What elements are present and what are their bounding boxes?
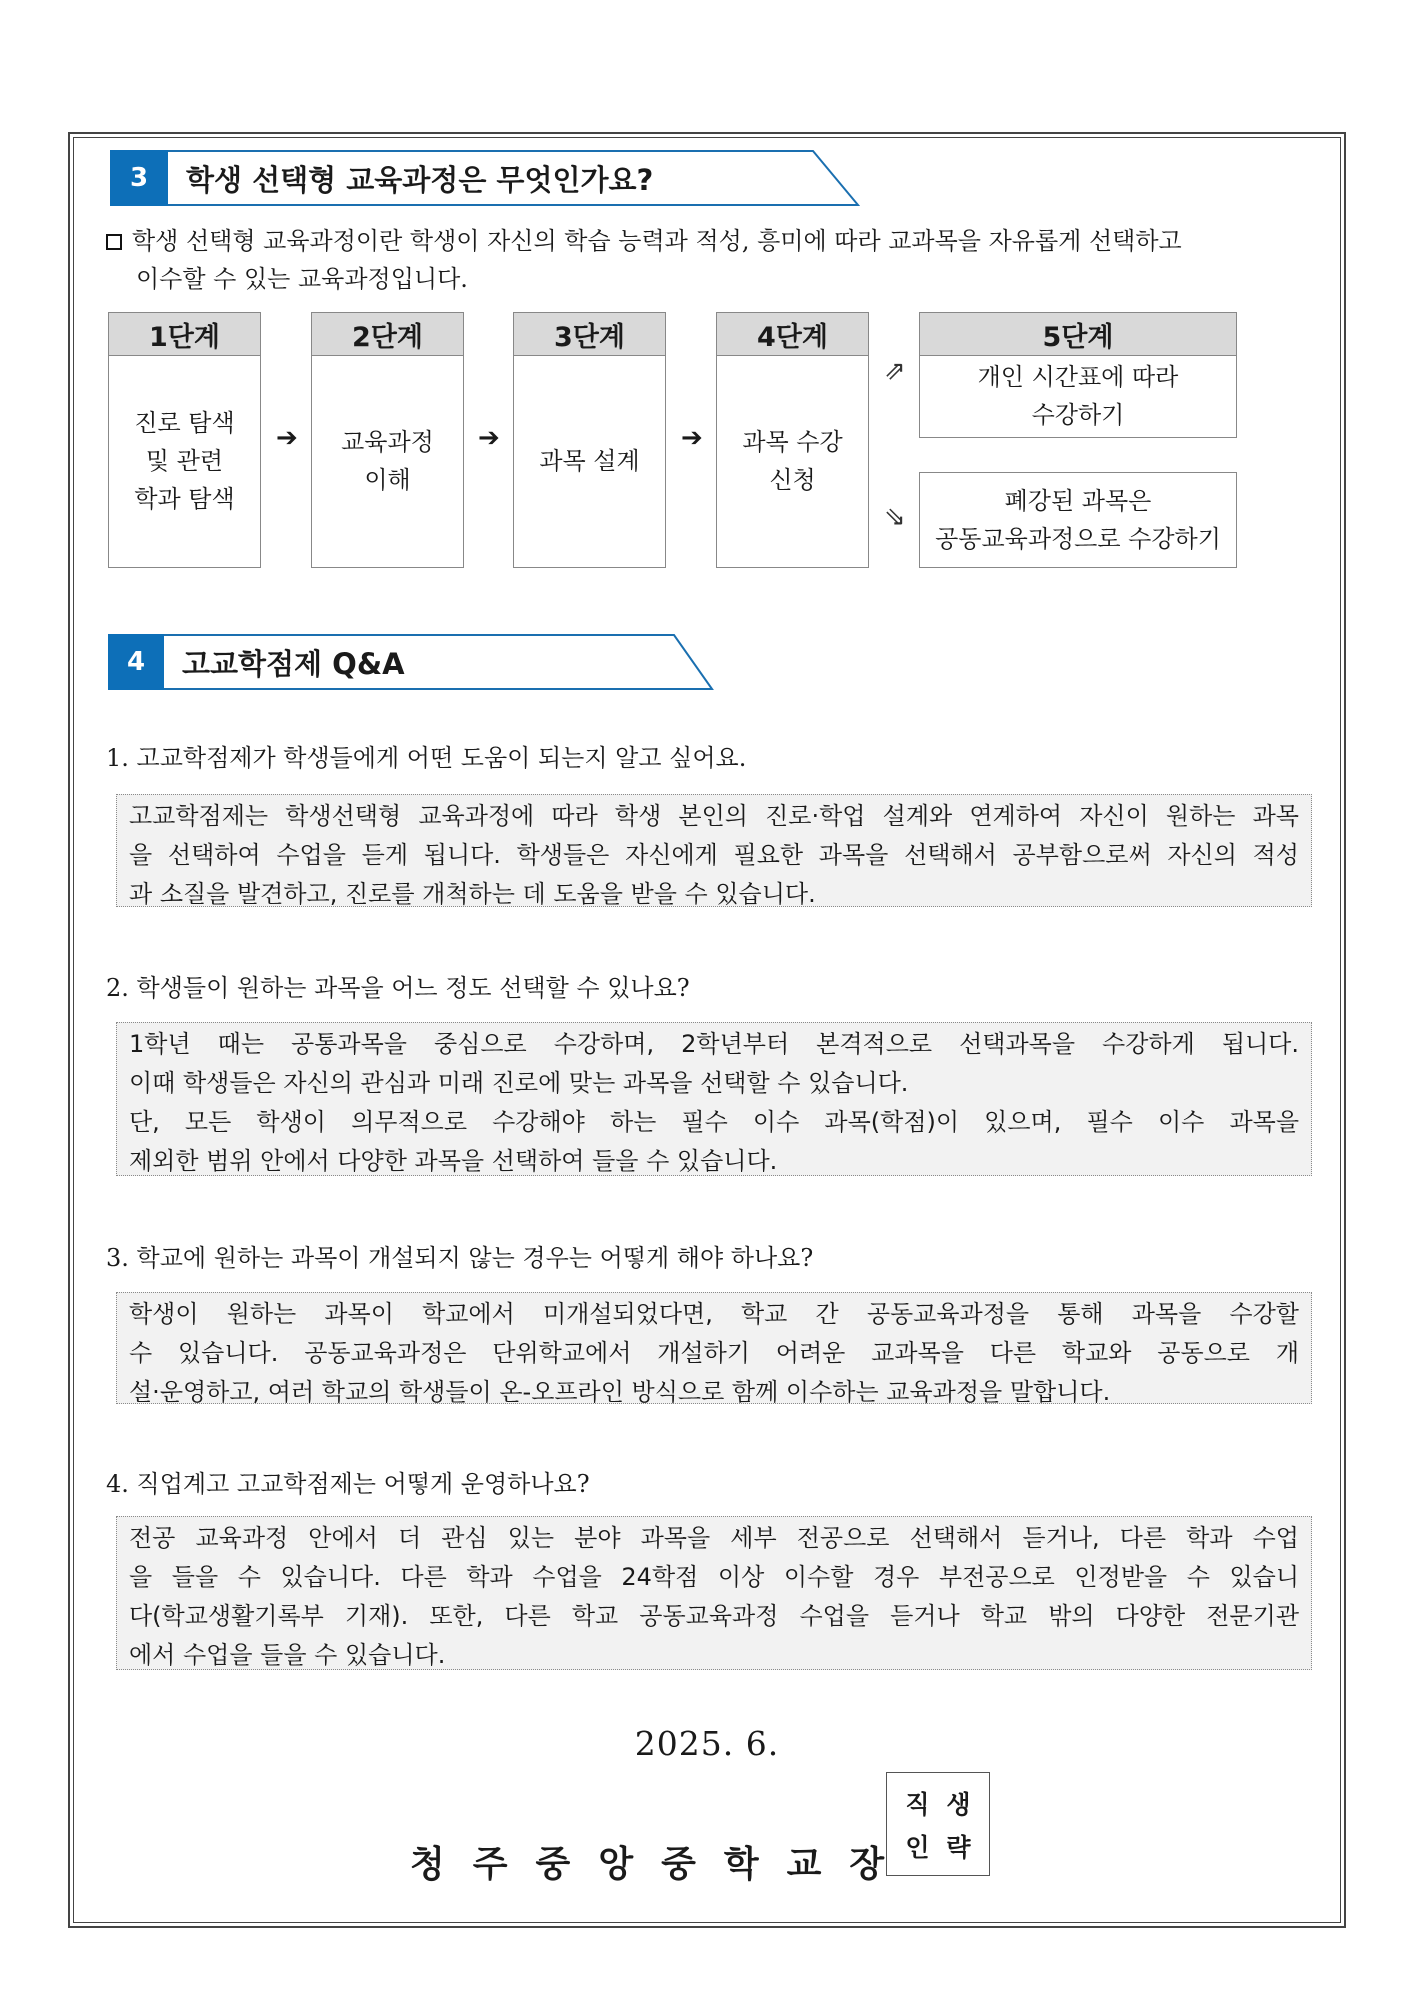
question-4: 4. 직업계고 고교학점제는 어떻게 운영하나요? [106, 1470, 590, 1498]
step-text: 과목 수강 신청 [742, 428, 843, 494]
arrow-right-icon: ➔ [276, 423, 298, 453]
step-text: 교육과정 이해 [341, 428, 434, 494]
section-title: 학생 선택형 교육과정은 무엇인가요? [186, 162, 654, 197]
arrow-right-icon: ➔ [681, 423, 703, 453]
seal-char: 생 [946, 1789, 971, 1819]
step-2 [311, 312, 464, 568]
answer-line: 수 있습니다. 공동교육과정은 단위학교에서 개설하기 어려운 교과목을 다른 학교와 공동으로 개 [129, 1339, 1299, 1367]
question-3: 3. 학교에 원하는 과목이 개설되지 않는 경우는 어떻게 해야 하나요? [106, 1244, 814, 1272]
answer-line: 제외한 범위 안에서 다양한 과목을 선택하여 들을 수 있습니다. [129, 1147, 778, 1175]
step-text: 개인 시간표에 따라 수강하기 [977, 363, 1179, 429]
step-label: 1단계 [109, 313, 260, 356]
step-text: 과목 설계 [539, 447, 640, 475]
answer-line: 다(학교생활기록부 기재). 또한, 다른 학교 공동교육과정 수업을 듣거나 학교 밖의 다양한 전문기관 [129, 1602, 1299, 1630]
answer-line: 설·운영하고, 여러 학교의 학생들이 온-오프라인 방식으로 함께 이수하는 교육과정을 말합니다. [129, 1378, 1111, 1406]
arrow-down-right-icon: ⇘ [884, 502, 906, 532]
answer-line: 을 들을 수 있습니다. 다른 학과 수업을 24학점 이상 이수할 경우 부전공으로 인정받을 수 있습니 [129, 1563, 1299, 1591]
step-text: 진로 탐색 및 관련 학과 탐색 [134, 409, 235, 513]
answer-3 [116, 1292, 1312, 1404]
intro-line-2: 이수할 수 있는 교육과정입니다. [136, 265, 468, 293]
section-4-header [108, 634, 714, 690]
intro-line-1: 학생 선택형 교육과정이란 학생이 자신의 학습 능력과 적성, 흥미에 따라 교과목을 자유롭게 선택하고 [132, 227, 1182, 255]
step-label: 5단계 [920, 313, 1236, 356]
step-4 [716, 312, 869, 568]
intro-text [106, 222, 1336, 298]
step-label: 3단계 [514, 313, 665, 356]
section-title: 고교학점제 Q&A [182, 646, 405, 681]
answer-2 [116, 1022, 1312, 1176]
answer-line: 과 소질을 발견하고, 진로를 개척하는 데 도움을 받을 수 있습니다. [129, 880, 816, 908]
step-label: 4단계 [717, 313, 868, 356]
step-3 [513, 312, 666, 568]
answer-line: 학생이 원하는 과목이 학교에서 미개설되었다면, 학교 간 공동교육과정을 통해 과목을 수강할 [129, 1300, 1299, 1328]
section-number: 4 [108, 634, 164, 690]
principal-signature: 청주중앙중학교장 [410, 1843, 913, 1885]
answer-line: 전공 교육과정 안에서 더 관심 있는 분야 과목을 세부 전공으로 선택해서 듣거나, 다른 학과 수업 [129, 1524, 1299, 1552]
answer-line: 1학년 때는 공통과목을 중심으로 수강하며, 2학년부터 본격적으로 선택과목을 수강하게 됩니다. [129, 1030, 1299, 1058]
answer-line: 을 선택하여 수업을 듣게 됩니다. 학생들은 자신에게 필요한 과목을 선택해서 공부함으로써 자신의 적성 [129, 841, 1299, 869]
answer-line: 이때 학생들은 자신의 관심과 미래 진로에 맞는 과목을 선택할 수 있습니다. [129, 1069, 909, 1097]
section-3-header [110, 150, 860, 206]
seal-omitted-box [886, 1772, 990, 1876]
arrow-right-icon: ➔ [478, 423, 500, 453]
alt-step-box: 폐강된 과목은 공동교육과정으로 수강하기 [919, 472, 1237, 568]
step-1 [108, 312, 261, 568]
issue-date: 2025. 6. [634, 1724, 780, 1763]
answer-4 [116, 1516, 1312, 1670]
answer-line: 단, 모든 학생이 의무적으로 수강해야 하는 필수 이수 과목(학점)이 있으며, 필수 이수 과목을 [129, 1108, 1299, 1136]
step-5 [919, 312, 1237, 438]
seal-char: 략 [946, 1832, 971, 1862]
answer-1 [116, 794, 1312, 907]
answer-line: 고교학점제는 학생선택형 교육과정에 따라 학생 본인의 진로·학업 설계와 연계하여 자신이 원하는 과목 [129, 802, 1299, 830]
seal-char: 직 [905, 1789, 930, 1819]
seal-char: 인 [905, 1832, 930, 1862]
arrow-up-right-icon: ⇗ [884, 356, 906, 386]
question-2: 2. 학생들이 원하는 과목을 어느 정도 선택할 수 있나요? [106, 974, 690, 1002]
section-number: 3 [110, 150, 168, 206]
answer-line: 에서 수업을 들을 수 있습니다. [129, 1641, 446, 1669]
question-1: 1. 고교학점제가 학생들에게 어떤 도움이 되는지 알고 싶어요. [106, 744, 747, 772]
checkbox-bullet-icon [106, 234, 122, 250]
step-label: 2단계 [312, 313, 463, 356]
